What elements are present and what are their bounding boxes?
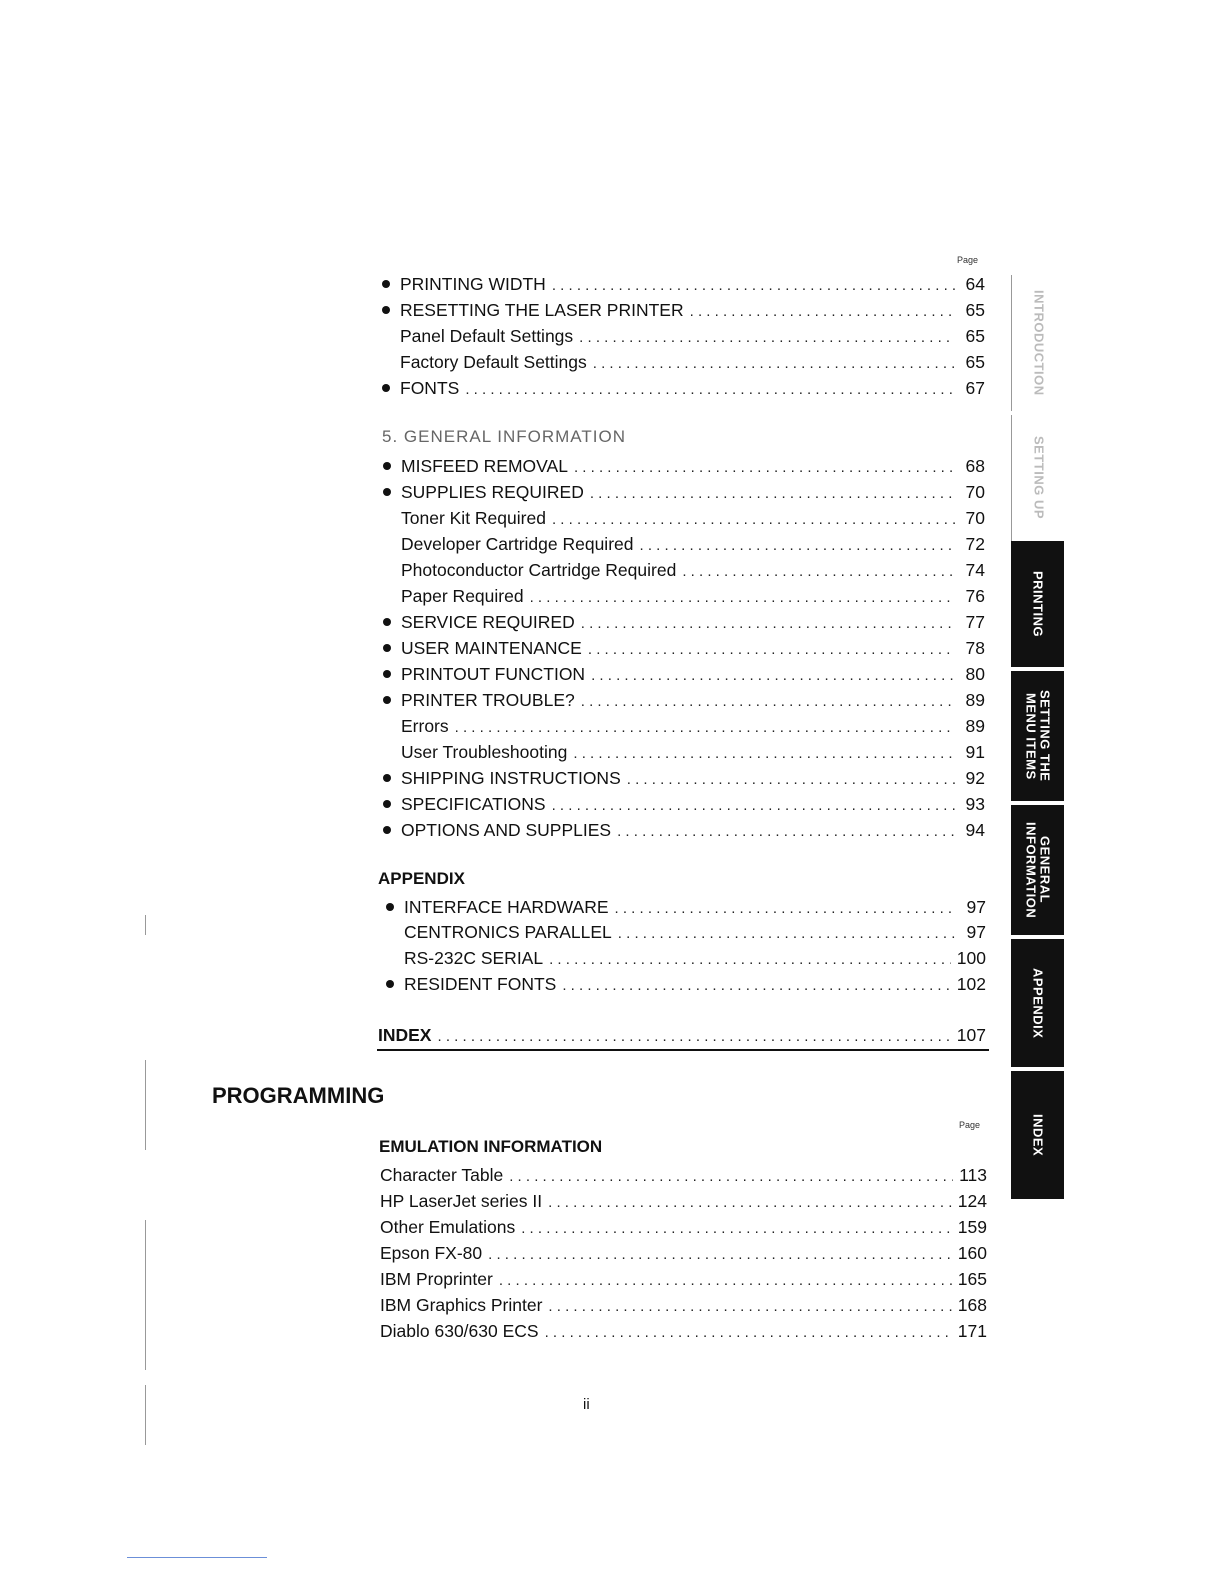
tab-label: PRINTING (1030, 570, 1046, 638)
dot-leader (581, 690, 955, 714)
dot-leader (617, 820, 955, 844)
toc-entry-label: MISFEED REMOVAL (401, 456, 568, 476)
toc-entry-label: PRINTOUT FUNCTION (401, 664, 586, 684)
margin-mark (145, 1220, 146, 1370)
toc-entry-label: Diablo 630/630 ECS (380, 1321, 539, 1341)
toc-entry-page: 68 (965, 456, 985, 476)
toc-entry-page: 113 (959, 1165, 987, 1185)
dot-leader (639, 534, 955, 558)
toc-entry-label: Photoconductor Cartridge Required (401, 560, 677, 580)
toc-entry-label: SPECIFICATIONS (401, 794, 546, 814)
toc-entry-page: 64 (965, 274, 985, 294)
toc-entry-page: 80 (965, 664, 985, 684)
toc-row (380, 1163, 987, 1187)
toc-row (401, 584, 985, 608)
toc-row (401, 636, 985, 660)
index-rule (377, 1049, 989, 1051)
toc-entry-page: 67 (965, 378, 985, 398)
toc-row (401, 454, 985, 478)
toc-entry-label: PRINTER TROUBLE? (401, 690, 575, 710)
toc-row (400, 350, 985, 374)
bullet-icon (382, 384, 390, 392)
tab-label: GENERAL INFORMATION (1023, 821, 1053, 919)
toc-row (401, 740, 985, 764)
toc-entry-page: 89 (965, 716, 985, 736)
toc-row (401, 662, 985, 686)
dot-leader (590, 482, 955, 506)
toc-entry-label: INDEX (378, 1025, 432, 1045)
dot-leader (627, 768, 955, 792)
toc-entry-page: 89 (965, 690, 985, 710)
toc-row (401, 766, 985, 790)
tab-appendix[interactable] (1011, 939, 1064, 1067)
dot-leader (618, 922, 956, 946)
tab-index[interactable] (1011, 1071, 1064, 1199)
dot-leader (549, 948, 951, 972)
dot-leader (682, 560, 955, 584)
tab-label: INDEX (1030, 1113, 1046, 1157)
toc-entry-label: IBM Proprinter (380, 1269, 493, 1289)
toc-row (401, 532, 985, 556)
toc-row (404, 920, 986, 944)
toc-entry-label: INTERFACE HARDWARE (404, 897, 609, 917)
dot-leader (552, 274, 955, 298)
dot-leader (562, 974, 950, 998)
toc-entry-page: 165 (957, 1269, 987, 1289)
toc-entry-page: 171 (957, 1321, 987, 1341)
toc-entry-page: 93 (965, 794, 985, 814)
toc-row (401, 818, 985, 842)
toc-row (380, 1293, 987, 1317)
toc-row (401, 610, 985, 634)
dot-leader (465, 378, 955, 402)
general-information-heading: 5. GENERAL INFORMATION (382, 427, 626, 446)
dot-leader (588, 638, 955, 662)
tab-setting-up[interactable] (1011, 415, 1065, 541)
bullet-icon (386, 903, 394, 911)
toc-entry-page: 159 (957, 1217, 987, 1237)
dot-leader (545, 1321, 952, 1345)
bullet-icon (383, 618, 391, 626)
page-column-label-bottom: Page (959, 1120, 981, 1130)
bottom-edge-line (127, 1557, 267, 1558)
toc-entry-label: Panel Default Settings (400, 326, 574, 346)
dot-leader (615, 897, 956, 921)
toc-entry-label: Developer Cartridge Required (401, 534, 634, 554)
toc-entry-page: 124 (957, 1191, 987, 1211)
bullet-icon (383, 774, 391, 782)
toc-row (401, 792, 985, 816)
bullet-icon (382, 306, 390, 314)
toc-entry-page: 65 (965, 300, 985, 320)
bullet-icon (383, 826, 391, 834)
toc-entry-label: RESETTING THE LASER PRINTER (400, 300, 684, 320)
toc-entry-label: USER MAINTENANCE (401, 638, 582, 658)
toc-row (401, 688, 985, 712)
toc-row (401, 506, 985, 530)
dot-leader (548, 1191, 952, 1215)
toc-row (380, 1215, 987, 1239)
toc-entry-label: Factory Default Settings (400, 352, 587, 372)
toc-entry-label: User Troubleshooting (401, 742, 568, 762)
toc-entry-page: 160 (957, 1243, 987, 1263)
toc-row (400, 298, 985, 322)
margin-mark (145, 1060, 146, 1150)
toc-entry-page: 102 (956, 974, 986, 994)
tab-label: SETTING UP (1031, 436, 1047, 520)
toc-entry-page: 70 (965, 482, 985, 502)
toc-entry-page: 97 (966, 897, 986, 917)
toc-entry-label: SHIPPING INSTRUCTIONS (401, 768, 621, 788)
bullet-icon (383, 670, 391, 678)
toc-row (401, 558, 985, 582)
toc-entry-label: SERVICE REQUIRED (401, 612, 575, 632)
dot-leader (521, 1217, 952, 1241)
dot-leader (455, 716, 955, 740)
tab-label: SETTING THE MENU ITEMS (1023, 690, 1053, 782)
page-column-label-top: Page (957, 255, 979, 265)
dot-leader (574, 456, 955, 480)
toc-entry-label: PRINTING WIDTH (400, 274, 546, 294)
bullet-icon (383, 462, 391, 470)
toc-row (404, 946, 986, 970)
dot-leader (593, 352, 955, 376)
toc-entry-page: 107 (956, 1025, 986, 1045)
toc-row (380, 1319, 987, 1343)
appendix-heading: APPENDIX (378, 869, 465, 888)
toc-row (400, 376, 985, 400)
toc-entry-page: 72 (965, 534, 985, 554)
programming-heading: PROGRAMMING (212, 1083, 385, 1108)
tab-introduction[interactable] (1011, 275, 1065, 411)
bullet-icon (386, 980, 394, 988)
margin-mark (145, 1385, 146, 1445)
dot-leader (579, 326, 955, 350)
toc-entry-label: FONTS (400, 378, 460, 398)
toc-entry-label: SUPPLIES REQUIRED (401, 482, 584, 502)
toc-entry-page: 74 (965, 560, 985, 580)
toc-row (400, 324, 985, 348)
toc-row (400, 272, 985, 296)
tab-setting-the-menu-items[interactable] (1011, 671, 1064, 801)
toc-entry-label: Toner Kit Required (401, 508, 546, 528)
bullet-icon (383, 696, 391, 704)
bullet-icon (382, 280, 390, 288)
toc-entry-page: 77 (965, 612, 985, 632)
dot-leader (552, 794, 955, 818)
dot-leader (581, 612, 955, 636)
toc-entry-page: 92 (965, 768, 985, 788)
tab-label: APPENDIX (1030, 967, 1046, 1039)
dot-leader (573, 742, 955, 766)
toc-entry-page: 94 (965, 820, 985, 840)
toc-entry-page: 91 (965, 742, 985, 762)
toc-entry-label: HP LaserJet series II (380, 1191, 543, 1211)
dot-leader (499, 1269, 952, 1293)
toc-entry-label: IBM Graphics Printer (380, 1295, 543, 1315)
footer-page-number: ii (583, 1396, 590, 1413)
toc-entry-label: Epson FX-80 (380, 1243, 483, 1263)
toc-entry-label: Character Table (380, 1165, 504, 1185)
toc-row (380, 1241, 987, 1265)
dot-leader (437, 1025, 950, 1049)
toc-entry-page: 65 (965, 326, 985, 346)
toc-entry-label: CENTRONICS PARALLEL (404, 922, 612, 942)
toc-entry-label: OPTIONS AND SUPPLIES (401, 820, 612, 840)
toc-entry-page: 168 (957, 1295, 987, 1315)
tab-label: INTRODUCTION (1031, 290, 1047, 396)
dot-leader (690, 300, 955, 324)
toc-entry-label: Other Emulations (380, 1217, 516, 1237)
emulation-information-heading: EMULATION INFORMATION (379, 1137, 603, 1156)
toc-row (380, 1267, 987, 1291)
toc-row (404, 972, 986, 996)
bullet-icon (383, 488, 391, 496)
toc-entry-label: Paper Required (401, 586, 524, 606)
toc-row (401, 714, 985, 738)
toc-entry-page: 78 (965, 638, 985, 658)
toc-entry-page: 97 (966, 922, 986, 942)
toc-entry-label: RS-232C SERIAL (404, 948, 544, 968)
toc-row (404, 895, 986, 919)
tab-general-information[interactable] (1011, 805, 1064, 935)
toc-entry-page: 100 (956, 948, 986, 968)
tab-printing[interactable] (1011, 541, 1064, 667)
toc-entry-label: Errors (401, 716, 449, 736)
toc-row-index (378, 1023, 986, 1047)
toc-entry-page: 65 (965, 352, 985, 372)
toc-row (401, 480, 985, 504)
dot-leader (530, 586, 955, 610)
dot-leader (488, 1243, 952, 1267)
dot-leader (552, 508, 955, 532)
bullet-icon (383, 800, 391, 808)
toc-entry-page: 70 (965, 508, 985, 528)
margin-mark (145, 915, 146, 935)
dot-leader (548, 1295, 951, 1319)
toc-entry-page: 76 (965, 586, 985, 606)
dot-leader (591, 664, 955, 688)
toc-row (380, 1189, 987, 1213)
bullet-icon (383, 644, 391, 652)
dot-leader (509, 1165, 953, 1189)
toc-entry-label: RESIDENT FONTS (404, 974, 557, 994)
